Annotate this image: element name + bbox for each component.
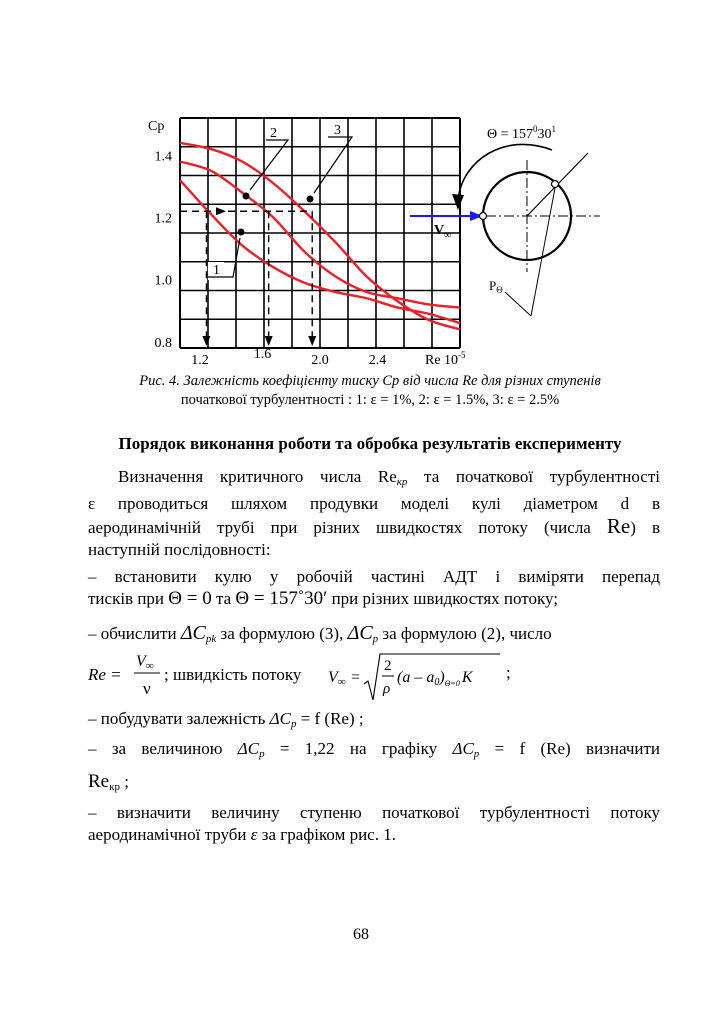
y-axis-label: Cp [148, 119, 165, 134]
curve-label-arrowhead [238, 229, 245, 236]
b1-line-1: – встановити кулю у робочій частині АДТ і виміряти перепад [88, 567, 660, 586]
x-axis-label: Re $10^{-5}$ [425, 350, 466, 368]
sqrt-frac-den: ρ [383, 681, 391, 697]
curve-label-3: 3 [334, 123, 341, 138]
caption-line-2: початкової турбулентності : 1: ε = 1%, 2: ε = 1.5%, 3: ε = 2.5% [180, 392, 560, 408]
projection-arrowhead [202, 336, 210, 346]
paragraph-1 [88, 466, 660, 561]
pressure-label: $P_\Theta$ [489, 278, 503, 295]
curve-label-1: 1 [213, 263, 220, 278]
formula-mid: ; швидкість потоку [164, 665, 302, 684]
p1-line-4: наступній послідовності: [88, 540, 271, 559]
formula-inner: $(a - a0)_{\Theta=0}$ K [397, 669, 473, 688]
p1-line-2: ε проводиться шляхом продувки моделі кулі діаметром d в [88, 494, 660, 513]
curve-label-2: 2 [270, 126, 277, 141]
x-tick-label: 1.2 [191, 353, 209, 368]
formula-re-num: V∞ [136, 653, 154, 672]
b5-line-1: – визначити величину ступеню початкової турбулентності потоку [88, 803, 660, 822]
curve-label-arrowhead [243, 193, 250, 200]
b3-line: – побудувати залежність $\Delta C_p = f$ (Re) ; [88, 709, 364, 730]
p1-line-3: аеродинамічній трубі при різних швидкостях потоку (числа Re) в [88, 514, 660, 538]
formula-eq: = [351, 669, 361, 686]
curve-label-arrowhead [307, 196, 314, 203]
pressure-tap-rear [552, 181, 559, 188]
page-number: 68 [353, 926, 369, 943]
angle-arc [458, 144, 552, 200]
b4-line-2: $Re_{кр}$ ; [88, 771, 129, 793]
section-heading: Порядок виконання роботи та обробка результатів експерименту [118, 434, 622, 453]
angle-label: $\Theta = 157^030^1$ [487, 124, 557, 142]
b4-line-1: – за величиною $\Delta C_p = 1,22$ на графіку $\Delta C_p = f$ (Re) визначити [88, 739, 661, 760]
figure-4 [0, 0, 722, 372]
formula-re-den: ν [143, 679, 151, 698]
x-tick-label: 2.0 [311, 353, 329, 368]
projection-arrowhead-horizontal [216, 207, 226, 215]
cp-re-chart [148, 118, 466, 368]
sqrt-frac-num: 2 [384, 658, 392, 674]
formula-line [88, 648, 528, 706]
y-tick-label: 1.4 [154, 149, 172, 165]
velocity-label: $V_\infty$ [434, 223, 452, 241]
angle-arrowhead [452, 194, 464, 210]
b2-line: – обчислити $\Delta C_{pk}$ за формулою (3), $\Delta C_p$ за формулою (2), число [88, 622, 552, 645]
bullet-5 [88, 802, 660, 846]
bullet-3 [88, 708, 660, 735]
formula-end: ; [506, 663, 511, 682]
p1-line-1: Визначення критичного числа $Re_{кр}$ та початкової турбулентності [118, 467, 660, 488]
sphere-diagram [410, 124, 600, 316]
bullet-2 [88, 622, 660, 650]
bullet-1 [88, 566, 660, 610]
bullet-4 [88, 738, 660, 798]
x-tick-label: 1.6 [253, 347, 272, 362]
b5-line-2: аеродинамічної труби ε за графіком рис. 1. [88, 825, 396, 844]
pressure-tap-front [480, 213, 487, 220]
x-tick-label: 2.4 [368, 353, 387, 368]
projection-arrowhead [308, 336, 316, 346]
projection-arrowhead [265, 336, 273, 346]
figure-caption [70, 372, 670, 410]
y-tick-label: 1.0 [154, 273, 172, 289]
pressure-leader [505, 292, 531, 316]
formula-v: V∞ [328, 669, 346, 688]
y-tick-label: 0.8 [154, 335, 172, 351]
b1-line-2: тисків при Θ = 0 та Θ = 157˚30′ при різних швидкостях потоку; [88, 588, 559, 609]
caption-line-1: Рис. 4. Залежність коефіцієнту тиску Ср від числа Re для різних ступенів [139, 373, 601, 389]
formula-re: Re = [88, 665, 122, 684]
y-tick-label: 1.2 [154, 211, 172, 227]
